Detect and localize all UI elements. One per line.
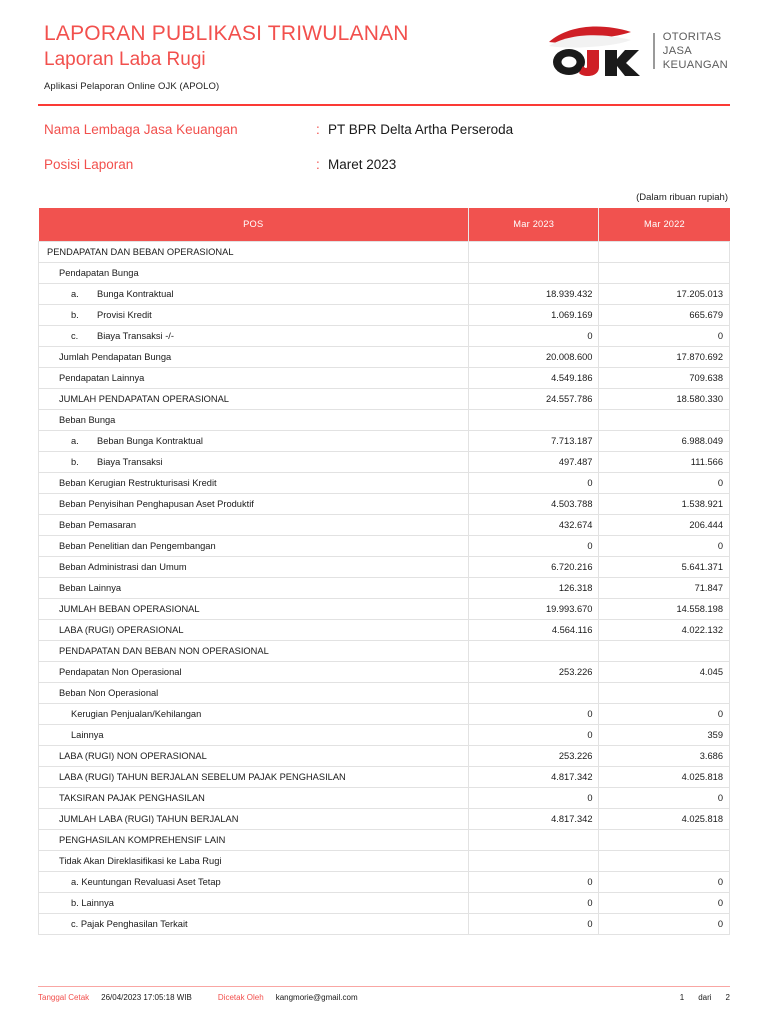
column-header-mar-2022: Mar 2022: [599, 208, 730, 242]
value-mar-2023: 20.008.600: [469, 347, 599, 368]
row-marker: c.: [71, 331, 79, 342]
row-label: JUMLAH LABA (RUGI) TAHUN BERJALAN: [59, 814, 239, 825]
value-mar-2023: [469, 851, 599, 872]
row-label: Beban Penelitian dan Pengembangan: [59, 541, 216, 552]
value-mar-2022: 0: [599, 326, 730, 347]
row-label-cell: [39, 746, 469, 767]
row-label-cell: [39, 326, 469, 347]
value-mar-2023: 18.939.432: [469, 284, 599, 305]
print-date-value: 26/04/2023 17:05:18 WIB: [101, 993, 192, 1002]
value-mar-2023: 0: [469, 704, 599, 725]
row-label: LABA (RUGI) NON OPERASIONAL: [59, 751, 207, 762]
row-label: PENGHASILAN KOMPREHENSIF LAIN: [59, 835, 226, 846]
row-label: Pendapatan Lainnya: [59, 373, 145, 384]
value-mar-2023: 24.557.786: [469, 389, 599, 410]
value-mar-2023: 0: [469, 788, 599, 809]
row-label-cell: [39, 704, 469, 725]
row-label: Bunga Kontraktual: [97, 289, 174, 300]
table-row: [39, 599, 730, 620]
value-mar-2022: 17.870.692: [599, 347, 730, 368]
row-label: Beban Penyisihan Penghapusan Aset Produktif: [59, 499, 254, 510]
row-label: JUMLAH PENDAPATAN OPERASIONAL: [59, 394, 229, 405]
value-mar-2023: 0: [469, 536, 599, 557]
value-mar-2022: 359: [599, 725, 730, 746]
value-mar-2022: 4.022.132: [599, 620, 730, 641]
row-label-cell: [39, 242, 469, 263]
footer-divider: [38, 986, 730, 987]
printed-by-label: Dicetak Oleh: [217, 993, 264, 1002]
table-row: [39, 809, 730, 830]
row-label-cell: [39, 263, 469, 284]
value-mar-2022: [599, 683, 730, 704]
page-indicator: [680, 993, 730, 1002]
value-mar-2023: [469, 263, 599, 284]
value-mar-2022: 0: [599, 914, 730, 935]
header-titles: [38, 22, 409, 92]
row-label-cell: [39, 830, 469, 851]
logo-wordmark: [663, 30, 728, 73]
row-label-cell: [39, 410, 469, 431]
value-mar-2023: 253.226: [469, 746, 599, 767]
row-label: Lainnya: [71, 730, 104, 741]
page-header: [38, 0, 730, 92]
table-row: [39, 368, 730, 389]
row-label: LABA (RUGI) OPERASIONAL: [59, 625, 184, 636]
row-label-cell: [39, 494, 469, 515]
row-marker: a.: [71, 289, 79, 300]
row-label-cell: [39, 788, 469, 809]
table-row: [39, 788, 730, 809]
page-of-label: dari: [698, 993, 712, 1002]
value-mar-2023: 19.993.670: [469, 599, 599, 620]
value-mar-2023: 0: [469, 473, 599, 494]
info-value-institution: PT BPR Delta Artha Perseroda: [328, 121, 514, 137]
table-row: [39, 662, 730, 683]
value-mar-2022: [599, 263, 730, 284]
info-colon: :: [316, 156, 320, 172]
value-mar-2023: [469, 641, 599, 662]
value-mar-2023: [469, 683, 599, 704]
page-current: 1: [679, 993, 685, 1002]
table-row: [39, 620, 730, 641]
row-label: Beban Bunga: [59, 415, 116, 426]
info-label: Posisi Laporan: [44, 156, 134, 172]
table-row: [39, 431, 730, 452]
row-label-cell: [39, 578, 469, 599]
table-row: [39, 473, 730, 494]
value-mar-2023: 0: [469, 725, 599, 746]
value-mar-2023: 0: [469, 893, 599, 914]
value-mar-2023: [469, 242, 599, 263]
value-mar-2023: 4.817.342: [469, 767, 599, 788]
row-label: TAKSIRAN PAJAK PENGHASILAN: [59, 793, 205, 804]
row-label: Beban Non Operasional: [59, 688, 159, 699]
table-row: [39, 914, 730, 935]
info-colon: :: [316, 121, 320, 137]
table-row: [39, 557, 730, 578]
logo-word-keuangan: KEUANGAN: [662, 59, 728, 72]
value-mar-2023: 497.487: [469, 452, 599, 473]
row-label-cell: [39, 431, 469, 452]
value-mar-2022: [599, 242, 730, 263]
value-mar-2022: 709.638: [599, 368, 730, 389]
income-statement-table: [38, 208, 730, 936]
table-row: [39, 410, 730, 431]
row-label-cell: [39, 389, 469, 410]
value-mar-2022: 0: [599, 704, 730, 725]
value-mar-2022: [599, 851, 730, 872]
row-label: Beban Bunga Kontraktual: [97, 436, 203, 447]
value-mar-2023: 0: [469, 914, 599, 935]
table-row: [39, 725, 730, 746]
table-row: [39, 893, 730, 914]
value-mar-2022: 1.538.921: [599, 494, 730, 515]
table-row: [39, 851, 730, 872]
table-row: [39, 284, 730, 305]
table-row: [39, 830, 730, 851]
row-label-cell: [39, 872, 469, 893]
row-label: Kerugian Penjualan/Kehilangan: [71, 709, 202, 720]
row-marker: a.: [71, 436, 79, 447]
row-label-cell: [39, 683, 469, 704]
row-label: c. Pajak Penghasilan Terkait: [71, 919, 188, 930]
value-mar-2022: 0: [599, 536, 730, 557]
value-mar-2022: 6.988.049: [599, 431, 730, 452]
report-title: LAPORAN PUBLIKASI TRIWULANAN: [44, 22, 409, 45]
row-label: Tidak Akan Direklasifikasi ke Laba Rugi: [59, 856, 222, 867]
value-mar-2022: 0: [599, 473, 730, 494]
row-label-cell: [39, 893, 469, 914]
value-mar-2022: 18.580.330: [599, 389, 730, 410]
row-label-cell: [39, 347, 469, 368]
row-label: Pendapatan Non Operasional: [59, 667, 182, 678]
row-marker: b.: [71, 310, 79, 321]
row-label: PENDAPATAN DAN BEBAN OPERASIONAL: [47, 247, 234, 258]
value-mar-2023: [469, 830, 599, 851]
header-divider: [38, 104, 730, 106]
table-row: [39, 536, 730, 557]
table-row: [39, 242, 730, 263]
row-label-cell: [39, 452, 469, 473]
ojk-logo-mark-icon: [547, 24, 651, 78]
row-label-cell: [39, 515, 469, 536]
row-label-cell: [39, 662, 469, 683]
table-row: [39, 305, 730, 326]
value-mar-2023: 4.503.788: [469, 494, 599, 515]
row-label-cell: [39, 641, 469, 662]
row-label-cell: [39, 914, 469, 935]
row-label-cell: [39, 620, 469, 641]
row-label: LABA (RUGI) TAHUN BERJALAN SEBELUM PAJAK PENGHASILAN: [59, 772, 346, 783]
table-row: [39, 683, 730, 704]
value-mar-2022: 665.679: [599, 305, 730, 326]
value-mar-2022: 0: [599, 893, 730, 914]
row-label-cell: [39, 809, 469, 830]
report-subtitle: Laporan Laba Rugi: [44, 48, 206, 70]
table-row: [39, 746, 730, 767]
row-label-cell: [39, 368, 469, 389]
table-row: [39, 452, 730, 473]
row-label: PENDAPATAN DAN BEBAN NON OPERASIONAL: [59, 646, 269, 657]
report-info: [38, 122, 730, 172]
row-label-cell: [39, 725, 469, 746]
table-row: [39, 641, 730, 662]
row-label-cell: [39, 557, 469, 578]
row-label: a. Keuntungan Revaluasi Aset Tetap: [71, 877, 221, 888]
currency-unit-note: (Dalam ribuan rupiah): [636, 191, 728, 203]
table-row: [39, 515, 730, 536]
row-label-cell: [39, 473, 469, 494]
logo-divider: [653, 33, 655, 69]
table-row: [39, 704, 730, 725]
page-total: 2: [725, 993, 730, 1002]
column-header-pos: POS: [39, 208, 469, 242]
value-mar-2023: 4.564.116: [469, 620, 599, 641]
value-mar-2023: [469, 410, 599, 431]
value-mar-2022: [599, 830, 730, 851]
value-mar-2023: 4.549.186: [469, 368, 599, 389]
print-date-label: Tanggal Cetak: [38, 993, 90, 1002]
value-mar-2022: 0: [599, 788, 730, 809]
value-mar-2023: 0: [469, 326, 599, 347]
table-row: [39, 389, 730, 410]
table-row: [39, 494, 730, 515]
value-mar-2023: 6.720.216: [469, 557, 599, 578]
row-label: Biaya Transaksi: [97, 457, 163, 468]
printed-by-value: kangmorie@gmail.com: [275, 993, 358, 1002]
value-mar-2022: 0: [599, 872, 730, 893]
row-label: Biaya Transaksi -/-: [97, 331, 174, 342]
logo-word-otoritas: OTORITAS: [662, 30, 722, 43]
value-mar-2022: 3.686: [599, 746, 730, 767]
value-mar-2023: 4.817.342: [469, 809, 599, 830]
value-mar-2023: 0: [469, 872, 599, 893]
row-label: Jumlah Pendapatan Bunga: [59, 352, 172, 363]
table-row: [39, 326, 730, 347]
info-value-period: Maret 2023: [328, 156, 397, 172]
page-footer: [38, 986, 730, 1002]
value-mar-2022: 206.444: [599, 515, 730, 536]
value-mar-2022: 71.847: [599, 578, 730, 599]
table-row: [39, 263, 730, 284]
row-label-cell: [39, 284, 469, 305]
value-mar-2023: 432.674: [469, 515, 599, 536]
row-label: Provisi Kredit: [97, 310, 152, 321]
value-mar-2023: 7.713.187: [469, 431, 599, 452]
row-label-cell: [39, 305, 469, 326]
value-mar-2023: 126.318: [469, 578, 599, 599]
value-mar-2022: [599, 410, 730, 431]
value-mar-2022: 4.025.818: [599, 809, 730, 830]
row-marker: b.: [71, 457, 79, 468]
table-header-row: [39, 208, 730, 242]
table-head: [39, 208, 730, 242]
ojk-logo: [547, 24, 728, 78]
logo-word-jasa: JASA: [662, 44, 692, 57]
table-body: [39, 242, 730, 935]
info-row-period: [44, 157, 730, 172]
row-label: JUMLAH BEBAN OPERASIONAL: [59, 604, 200, 615]
table-row: [39, 872, 730, 893]
info-row-institution: [44, 122, 730, 137]
info-label: Nama Lembaga Jasa Keuangan: [44, 121, 238, 137]
value-mar-2022: 4.045: [599, 662, 730, 683]
row-label-cell: [39, 767, 469, 788]
row-label: Beban Pemasaran: [59, 520, 137, 531]
row-label-cell: [39, 851, 469, 872]
table-row: [39, 347, 730, 368]
table-row: [39, 578, 730, 599]
row-label: Pendapatan Bunga: [59, 268, 139, 279]
value-mar-2022: 14.558.198: [599, 599, 730, 620]
row-label-cell: [39, 599, 469, 620]
table-row: [39, 767, 730, 788]
column-header-mar-2023: Mar 2023: [469, 208, 599, 242]
value-mar-2023: 253.226: [469, 662, 599, 683]
value-mar-2023: 1.069.169: [469, 305, 599, 326]
application-name: Aplikasi Pelaporan Online OJK (APOLO): [44, 80, 220, 92]
value-mar-2022: 111.566: [599, 452, 730, 473]
row-label: Beban Kerugian Restrukturisasi Kredit: [59, 478, 217, 489]
row-label: Beban Lainnya: [59, 583, 122, 594]
row-label-cell: [39, 536, 469, 557]
row-label: b. Lainnya: [71, 898, 114, 909]
value-mar-2022: 17.205.013: [599, 284, 730, 305]
row-label: Beban Administrasi dan Umum: [59, 562, 187, 573]
value-mar-2022: 4.025.818: [599, 767, 730, 788]
value-mar-2022: [599, 641, 730, 662]
value-mar-2022: 5.641.371: [599, 557, 730, 578]
